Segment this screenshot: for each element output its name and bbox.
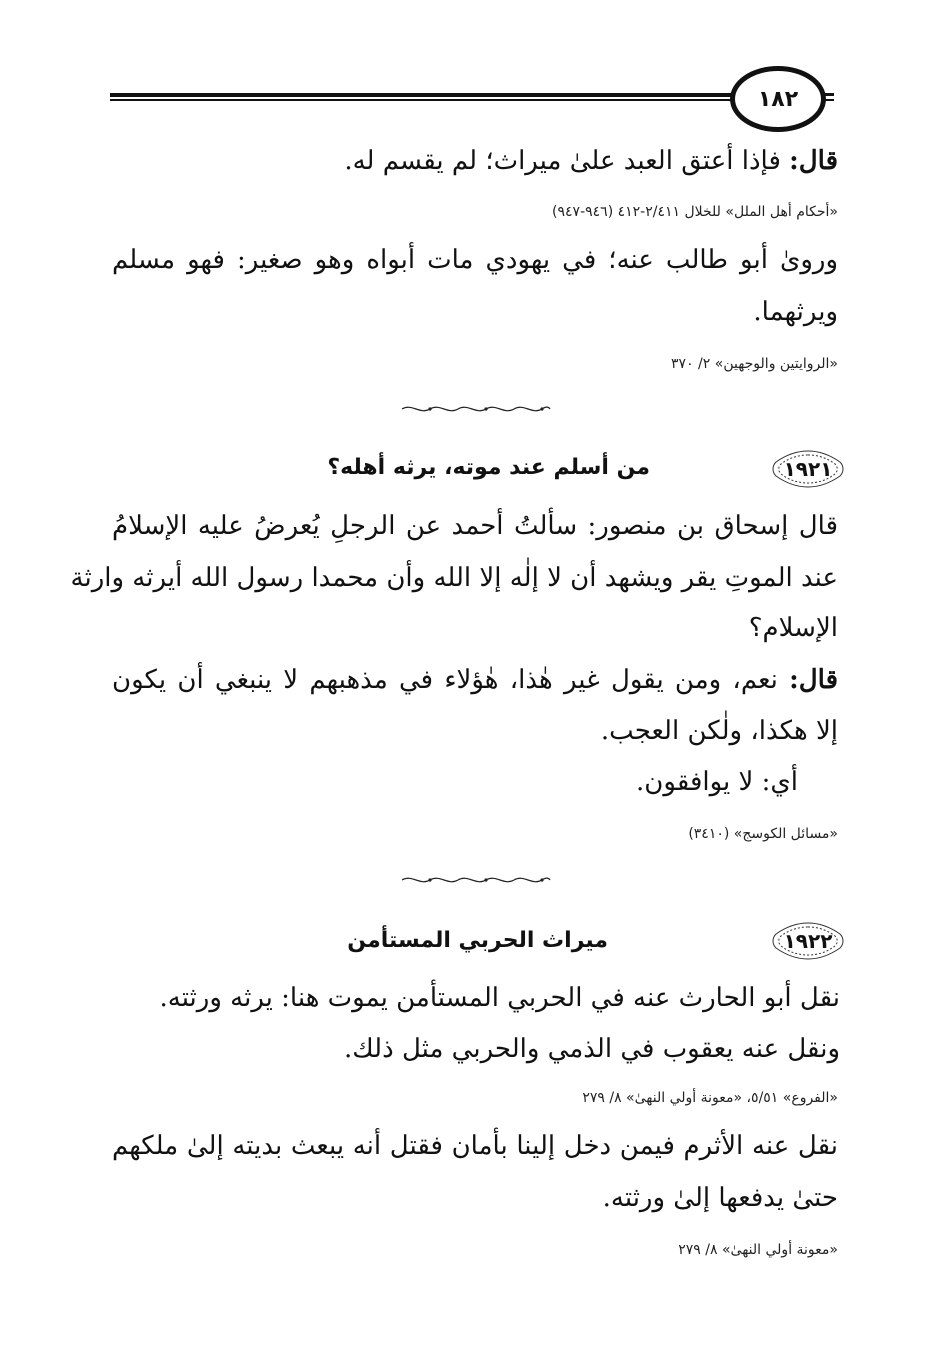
qal-label: قال: xyxy=(789,665,838,695)
paragraph-note: أي: لا يوافقون. xyxy=(636,767,798,797)
paragraph-athram-line1: نقل عنه الأثرم فيمن دخل إلينا بأمان فقتل أنه يبعث بديته إلىٰ ملكهم xyxy=(112,1131,838,1161)
paragraph-text: نعم، ومن يقول غير هٰذا، هٰؤلاء في مذهبهم لا ينبغي أن يكون xyxy=(112,665,790,695)
section-number-badge xyxy=(770,448,846,490)
reference-kawsaj: «مسائل الكوسج» (٣٤١٠) xyxy=(688,826,838,842)
section-number: ١٩٢٢ xyxy=(783,929,833,953)
paragraph-abu-harith: نقل أبو الحارث عنه في الحربي المستأمن يموت هنا: يرثه ورثته. xyxy=(159,983,840,1013)
page-number: ١٨٢ xyxy=(730,66,826,132)
paragraph-yaqub: ونقل عنه يعقوب في الذمي والحربي مثل ذلك. xyxy=(344,1034,840,1064)
qal-label: قال: xyxy=(789,146,838,176)
section-number: ١٩٢١ xyxy=(783,457,833,481)
paragraph-ishaq-line1: قال إسحاق بن منصور: سألتُ أحمد عن الرجلِ يُعرضُ عليه الإسلامُ xyxy=(112,511,838,541)
header-rule xyxy=(110,93,760,101)
paragraph-ishaq-line3: الإسلام؟ xyxy=(748,613,838,643)
paragraph-answer-line2: إلا هكذا، ولٰكن العجب. xyxy=(600,716,838,746)
reference-ahkam: «أحكام أهل الملل» للخلال ٢/٤١١-٤١٢ (٩٤٦-٩٤٧) xyxy=(552,204,838,220)
reference-maunah: «معونة أولي النهىٰ» ٨/ ٢٧٩ xyxy=(678,1242,838,1258)
ornament-divider xyxy=(398,403,554,415)
paragraph-abu-talib-line1: وروىٰ أبو طالب عنه؛ في يهودي مات أبواه وهو صغير: فهو مسلم xyxy=(112,245,838,275)
section-number-badge xyxy=(770,920,846,962)
paragraph-athram-line2: حتىٰ يدفعها إلىٰ ورثته. xyxy=(602,1183,838,1213)
section-title: ميراث الحربي المستأمن xyxy=(347,928,608,953)
ornament-divider xyxy=(398,874,554,886)
paragraph-qal-1 xyxy=(344,146,838,176)
reference-furu: «الفروع» ٥/٥١، «معونة أولي النهىٰ» ٨/ ٢٧٩ xyxy=(582,1090,838,1106)
reference-riwayatayn: «الروايتين والوجهين» ٢/ ٣٧٠ xyxy=(671,356,838,372)
section-title: من أسلم عند موته، يرثه أهله؟ xyxy=(327,455,650,480)
paragraph-ishaq-line2: عند الموتِ يقر ويشهد أن لا إلٰه إلا الله وأن محمدا رسول الله أيرثه وارثة xyxy=(70,563,838,593)
paragraph-answer-line1 xyxy=(112,665,838,695)
paragraph-abu-talib-line2: ويرثهما. xyxy=(753,297,838,327)
paragraph-text: فإذا أعتق العبد علىٰ ميراث؛ لم يقسم له. xyxy=(344,146,790,176)
